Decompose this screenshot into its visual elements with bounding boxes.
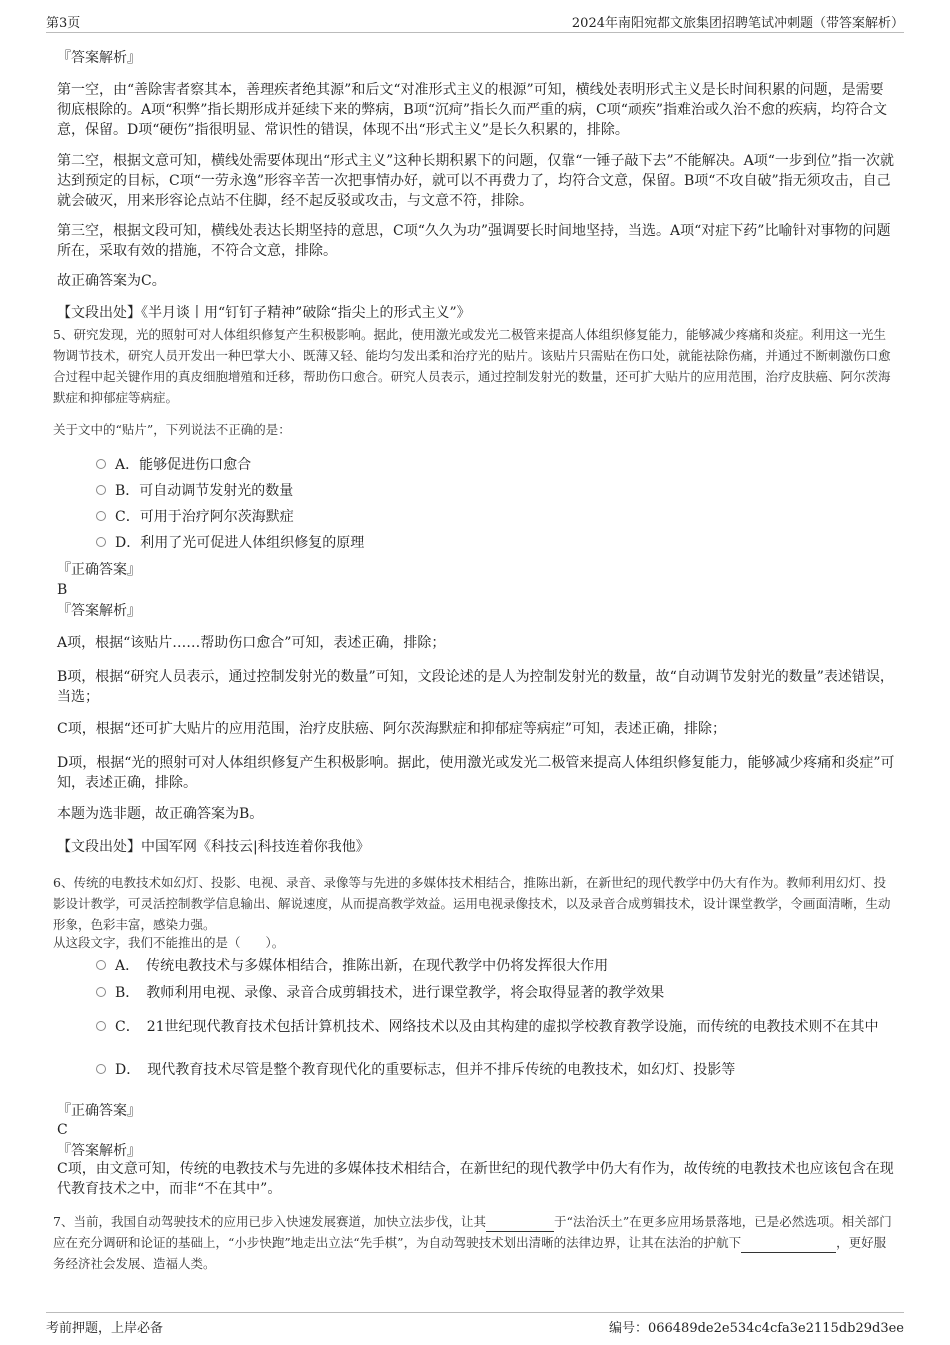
q4-analysis-para-3: 第三空，根据文段可知，横线处表达长期坚持的意思，C项“久久为功”强调要长时间地坚持，当选。A项“对症下药”比喻针对事物的问题所在，采取有效的措施，不符合文意，排除。 xyxy=(57,223,891,259)
q5-analysis-a: A项，根据“该贴片……帮助伤口愈合”可知，表述正确，排除； xyxy=(57,635,446,651)
q5-source: 【文段出处】中国军网《科技云|科技连着你我他》 xyxy=(57,839,370,855)
document-id: 编号：066489de2e534c4cfa3e2115db29d3ee xyxy=(608,1321,904,1336)
page-number: 第3页 xyxy=(46,16,81,31)
option-label: A． 传统电教技术与多媒体相结合，推陈出新，在现代教学中仍将发挥很大作用 xyxy=(115,958,609,974)
q5-analysis-b: B项，根据“研究人员表示，通过控制发射光的数量”可知，文段论述的是人为控制发射光的数量，故“自动调节发射光的数量”表述错误，当选； xyxy=(57,669,894,705)
q6-stem: 6、传统的电教技术如幻灯、投影、电视、录音、录像等与先进的多媒体技术相结合，推陈出新，在新世纪的现代教学中仍大有作为。教师利用幻灯、投影设计教学，可灵活控制教学信息输出、解说速度，从而提高教学效益。运用电视录像技术，以及录音合成剪辑技术，设计课堂教学，令画面清晰，生动形象，色彩丰富，感染力强。 xyxy=(53,875,891,932)
q4-conclusion: 故正确答案为C。 xyxy=(57,273,166,289)
fill-blank-2[interactable] xyxy=(741,1238,836,1253)
q6-question: 从这段文字，我们不能推出的是（ ）。 xyxy=(53,935,285,950)
q5-answer: B xyxy=(57,582,68,598)
radio-icon[interactable] xyxy=(96,511,106,521)
q6-option-c[interactable] xyxy=(96,1017,886,1037)
q5-analysis-c: C项，根据“还可扩大贴片的应用范围，治疗皮肤癌、阿尔茨海默症和抑郁症等病症”可知，表述正确，排除； xyxy=(57,721,727,737)
option-label: C．可用于治疗阿尔茨海默症 xyxy=(115,509,294,525)
radio-icon[interactable] xyxy=(96,1021,106,1031)
q4-analysis-para-2: 第二空，根据文意可知，横线处需要体现出“形式主义”这种长期积累下的问题，仅靠“一锤子敲下去”不能解决。A项“一步到位”指一次就达到预定的目标，C项“一劳永逸”形容辛苦一次把事情办好，就可以不再费力了，均符合文意，保留。B项“不攻自破”指无须攻击，自己就会破灭，用来形容论点站不住脚，经不起反驳或攻击，与文意不符，排除。 xyxy=(57,153,895,209)
q5-option-b[interactable] xyxy=(96,481,886,501)
option-label: D． 现代教育技术尽管是整个教育现代化的重要标志，但并不排斥传统的电教技术，如幻灯、投影等 xyxy=(115,1062,736,1078)
option-label: B．可自动调节发射光的数量 xyxy=(115,483,294,499)
option-label: D．利用了光可促进人体组织修复的原理 xyxy=(115,535,365,551)
q7-stem-part-2: 于“法治沃土”在更多应用场景落地，已是必然选项。相关部门应在充分调研和论证的基础上，“小步快跑”地走出立法“先手棋”，为自动驾驶技术划出清晰的法律边界，让其在法治的护航下 xyxy=(53,1214,892,1250)
q6-option-d[interactable] xyxy=(96,1060,886,1080)
q4-source: 【文段出处】《半月谈丨用“钉钉子精神”破除“指尖上的形式主义”》 xyxy=(57,305,471,321)
footer-slogan: 考前押题，上岸必备 xyxy=(46,1321,164,1336)
q7-stem-part-3: ，更好服务经济社会发展、造福人类。 xyxy=(53,1235,887,1271)
radio-icon[interactable] xyxy=(96,987,106,997)
q5-stem: 5、研究发现，光的照射可对人体组织修复产生积极影响。据此，使用激光或发光二极管来提高人体组织修复能力，能够减少疼痛和炎症。利用这一光生物调节技术，研究人员开发出一种巴掌大小、既薄又轻、能均匀发出柔和治疗光的贴片。该贴片只需贴在伤口处，就能祛除伤痛，并通过不断刺激伤口愈合过程中起关键作用的真皮细胞增殖和迁移，帮助伤口愈合。研究人员表示，通过控制发射光的数量，还可扩大贴片的应用范围，治疗皮肤癌、阿尔茨海默症和抑郁症等病症。 xyxy=(53,327,891,405)
fill-blank-1[interactable] xyxy=(486,1217,554,1232)
radio-icon[interactable] xyxy=(96,485,106,495)
q7-stem-part-1: 7、当前，我国自动驾驶技术的应用已步入快速发展赛道，加快立法步伐，让其 xyxy=(53,1214,486,1229)
q5-answer-label: 『正确答案』 xyxy=(57,562,141,578)
option-label: B． 教师利用电视、录像、录音合成剪辑技术，进行课堂教学，将会取得显著的教学效果 xyxy=(115,985,665,1001)
document-title: 2024年南阳宛都文旅集团招聘笔试冲刺题（带答案解析） xyxy=(571,16,904,31)
q6-analysis-label: 『答案解析』 xyxy=(57,1143,141,1159)
q5-option-a[interactable] xyxy=(96,455,886,475)
radio-icon[interactable] xyxy=(96,1064,106,1074)
q5-analysis-d: D项，根据“光的照射可对人体组织修复产生积极影响。据此，使用激光或发光二极管来提高人体组织修复能力，能够减少疼痛和炎症”可知，表述正确，排除。 xyxy=(57,755,895,791)
q7-stem xyxy=(53,1211,895,1274)
q5-analysis-label: 『答案解析』 xyxy=(57,603,141,619)
q4-analysis-label: 『答案解析』 xyxy=(57,50,141,66)
q5-question: 关于文中的“贴片”，下列说法不正确的是： xyxy=(53,422,291,437)
q6-answer: C xyxy=(57,1122,68,1138)
q6-answer-label: 『正确答案』 xyxy=(57,1103,141,1119)
option-label: A．能够促进伤口愈合 xyxy=(115,457,252,473)
q5-conclusion: 本题为选非题，故正确答案为B。 xyxy=(57,806,264,822)
option-label: C． 21世纪现代教育技术包括计算机技术、网络技术以及由其构建的虚拟学校教育教学设施，而传统的电教技术则不在其中 xyxy=(115,1019,879,1035)
q5-option-d[interactable] xyxy=(96,533,886,553)
radio-icon[interactable] xyxy=(96,960,106,970)
page-header xyxy=(46,12,904,33)
q4-analysis-para-1: 第一空，由“善除害者察其本，善理疾者绝其源”和后文“对准形式主义的根源”可知，横线处表明形式主义是长时间积累的问题，是需要彻底根除的。A项“积弊”指长期形成并延续下来的弊病，B项“沉疴”指长久而严重的病，C项“顽疾”指难治或久治不愈的疾病，均符合文意，保留。D项“硬伤”指很明显、常识性的错误，体现不出“形式主义”是长久积累的，排除。 xyxy=(57,82,888,138)
q6-analysis: C项，由文意可知，传统的电教技术与先进的多媒体技术相结合，在新世纪的现代教学中仍大有作为，故传统的电教技术也应该包含在现代教育技术之中，而非“不在其中”。 xyxy=(57,1161,894,1197)
q6-option-a[interactable] xyxy=(96,956,886,976)
radio-icon[interactable] xyxy=(96,537,106,547)
q6-option-b[interactable] xyxy=(96,983,886,1003)
q5-option-c[interactable] xyxy=(96,507,886,527)
page-footer xyxy=(46,1312,904,1338)
radio-icon[interactable] xyxy=(96,459,106,469)
